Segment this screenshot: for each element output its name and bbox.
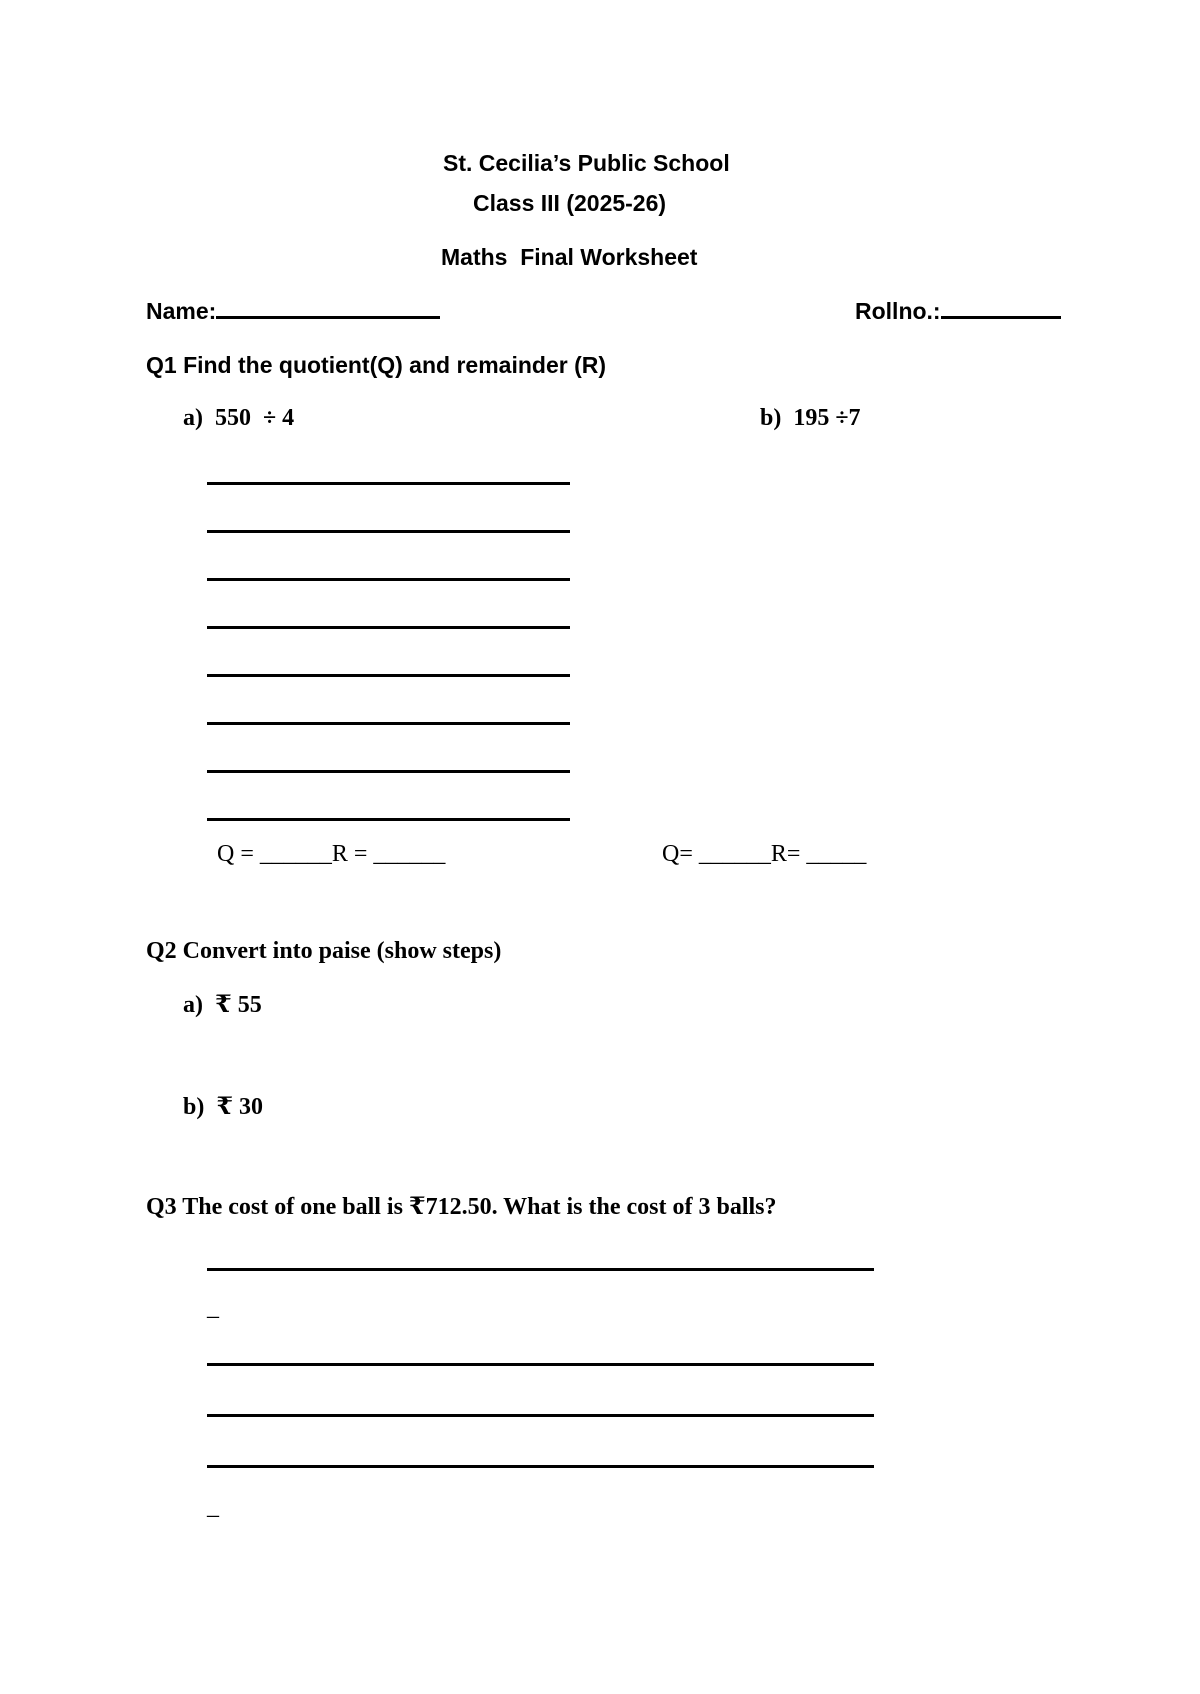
q3-line-stub: _: [207, 1295, 219, 1321]
q1-work-line[interactable]: [207, 674, 570, 677]
name-blank[interactable]: [216, 298, 440, 319]
q3-line-stub: _: [207, 1494, 219, 1520]
q1-work-line[interactable]: [207, 818, 570, 821]
q1-part-b: b) 195 ÷7: [760, 405, 861, 431]
worksheet-title: Maths Final Worksheet: [441, 244, 698, 270]
q3-work-line[interactable]: [207, 1363, 874, 1366]
roll-blank[interactable]: [941, 298, 1061, 319]
q1-work-line[interactable]: [207, 770, 570, 773]
roll-label: Rollno.:: [855, 298, 941, 324]
q1-answer-a: Q = ______R = ______: [217, 841, 446, 867]
school-name: St. Cecilia’s Public School: [443, 150, 730, 176]
roll-field[interactable]: [855, 298, 1061, 325]
name-field[interactable]: [146, 298, 440, 325]
q1-work-line[interactable]: [207, 578, 570, 581]
q3-heading: Q3 The cost of one ball is ₹712.50. What is the cost of 3 balls?: [146, 1194, 777, 1220]
q3-work-line[interactable]: [207, 1414, 874, 1417]
q1-work-line[interactable]: [207, 722, 570, 725]
q1-work-line[interactable]: [207, 482, 570, 485]
q2-part-b: b) ₹ 30: [183, 1094, 264, 1120]
q1-part-a: a) 550 ÷ 4: [183, 405, 295, 431]
q1-answer-b: Q= ______R= _____: [662, 841, 867, 867]
name-label: Name:: [146, 298, 217, 324]
q1-work-line[interactable]: [207, 530, 570, 533]
q2-part-a: a) ₹ 55: [183, 992, 262, 1018]
class-label: Class III (2025-26): [473, 190, 667, 216]
q1-heading: Q1 Find the quotient(Q) and remainder (R): [146, 352, 606, 378]
q1-work-line[interactable]: [207, 626, 570, 629]
q3-work-line[interactable]: [207, 1465, 874, 1468]
q3-work-line[interactable]: [207, 1268, 874, 1271]
q2-heading: Q2 Convert into paise (show steps): [146, 938, 502, 964]
